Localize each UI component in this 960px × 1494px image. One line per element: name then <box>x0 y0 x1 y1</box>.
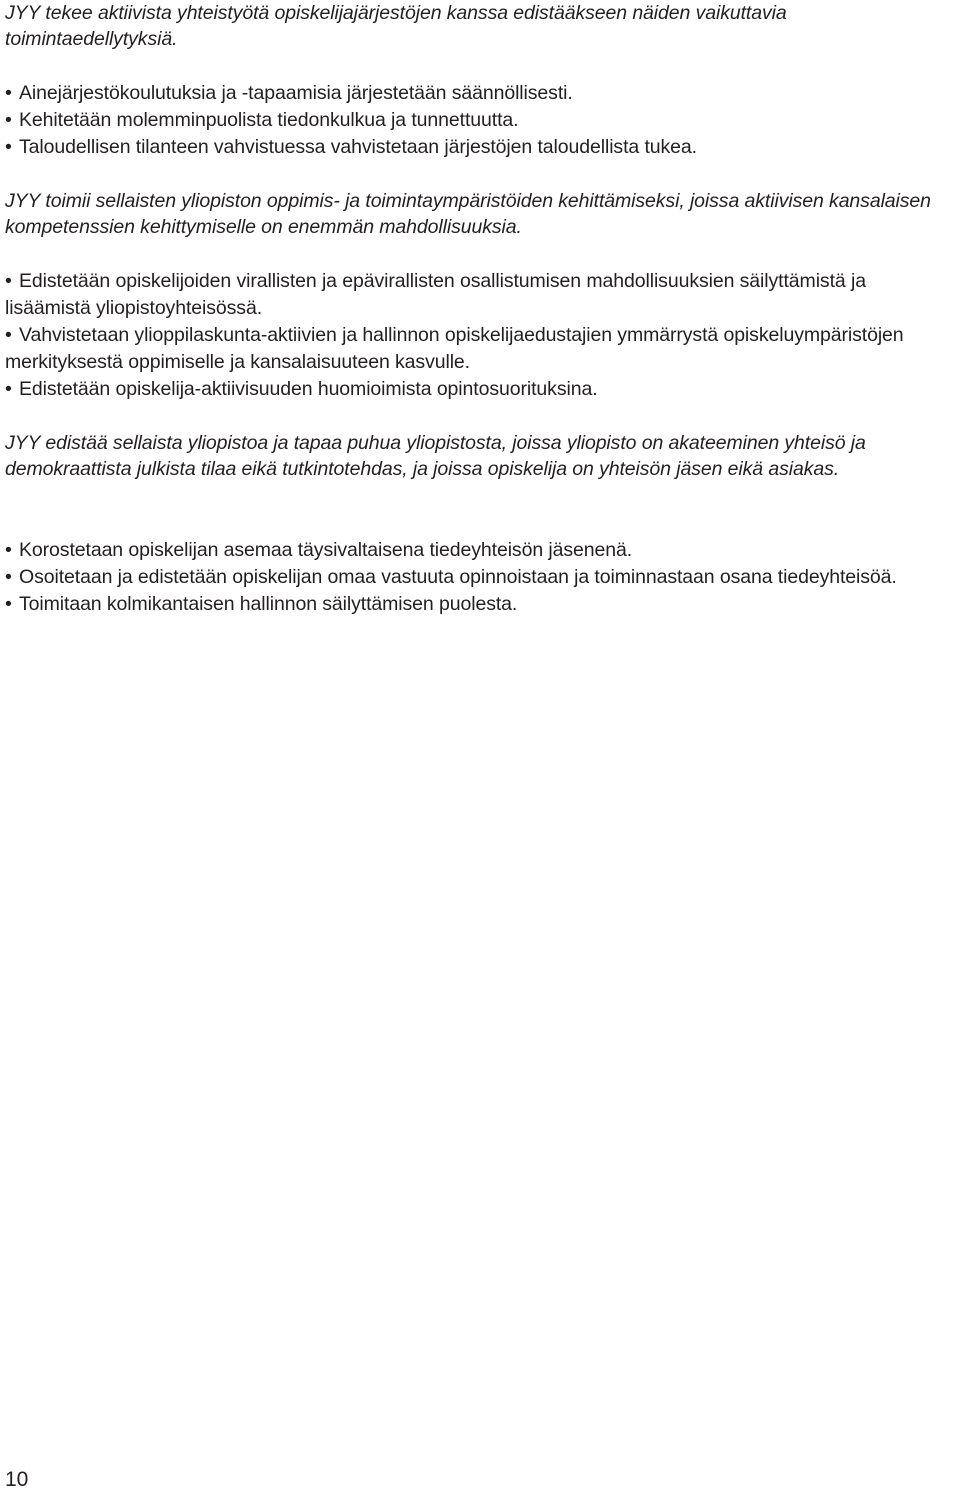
bullet-text: Korostetaan opiskelijan asemaa täysivaltaisena tiedeyhteisön jäsenenä. <box>19 539 633 561</box>
bullet-icon: • <box>5 378 12 400</box>
bullet-icon: • <box>5 109 12 131</box>
list-item <box>5 322 955 376</box>
bullet-text: Osoitetaan ja edistetään opiskelijan omaa vastuuta opinnoistaan ja toiminnastaan osana tiedeyhteisöä. <box>19 566 897 588</box>
section-3-intro: JYY edistää sellaista yliopistoa ja tapaa puhua yliopistosta, joissa yliopisto on akateeminen yhteisö ja demokraattista julkista tilaa eikä tutkintotehdas, ja joissa opiskelija on yhteisön jäsen eikä asiakas. <box>5 432 866 480</box>
list-item <box>5 537 897 564</box>
bullet-text: Kehitetään molemminpuolista tiedonkulkua ja tunnettuutta. <box>19 109 519 131</box>
section-3-bullet-list <box>5 537 897 618</box>
page-number: 10 <box>5 1468 29 1491</box>
bullet-icon: • <box>5 324 12 346</box>
bullet-text: Toimitaan kolmikantaisen hallinnon säilyttämisen puolesta. <box>19 593 518 615</box>
list-item <box>5 107 697 134</box>
list-item <box>5 268 955 322</box>
bullet-text: Vahvistetaan ylioppilaskunta-aktiivien ja hallinnon opiskelijaedustajien ymmärrystä opiskeluympäristöjen merkityksestä oppimiselle ja kansalaisuuteen kasvulle. <box>5 324 904 373</box>
bullet-icon: • <box>5 593 12 615</box>
bullet-text: Edistetään opiskelija-aktiivisuuden huomioimista opintosuorituksina. <box>19 378 598 400</box>
bullet-text: Taloudellisen tilanteen vahvistuessa vahvistetaan järjestöjen taloudellista tukea. <box>19 136 697 158</box>
list-item <box>5 591 897 618</box>
section-1-intro: JYY tekee aktiivista yhteistyötä opiskelijajärjestöjen kanssa edistääkseen näiden vaikuttavia toimintaedellytyksiä. <box>5 2 787 50</box>
bullet-icon: • <box>5 270 12 292</box>
list-item <box>5 80 697 107</box>
section-2-bullet-list <box>5 268 955 403</box>
list-item <box>5 564 897 591</box>
bullet-icon: • <box>5 566 12 588</box>
list-item <box>5 376 955 403</box>
bullet-text: Ainejärjestökoulutuksia ja -tapaamisia järjestetään säännöllisesti. <box>19 82 573 104</box>
bullet-text: Edistetään opiskelijoiden virallisten ja epävirallisten osallistumisen mahdollisuuksien säilyttämistä ja lisäämistä yliopistoyhteisössä. <box>5 270 866 319</box>
bullet-icon: • <box>5 82 12 104</box>
bullet-icon: • <box>5 539 12 561</box>
bullet-icon: • <box>5 136 12 158</box>
section-1-bullet-list <box>5 80 697 161</box>
list-item <box>5 134 697 161</box>
section-2-intro: JYY toimii sellaisten yliopiston oppimis- ja toimintaympäristöiden kehittämiseksi, joissa aktiivisen kansalaisen kompetenssien kehittymiselle on enemmän mahdollisuuksia. <box>5 190 931 238</box>
